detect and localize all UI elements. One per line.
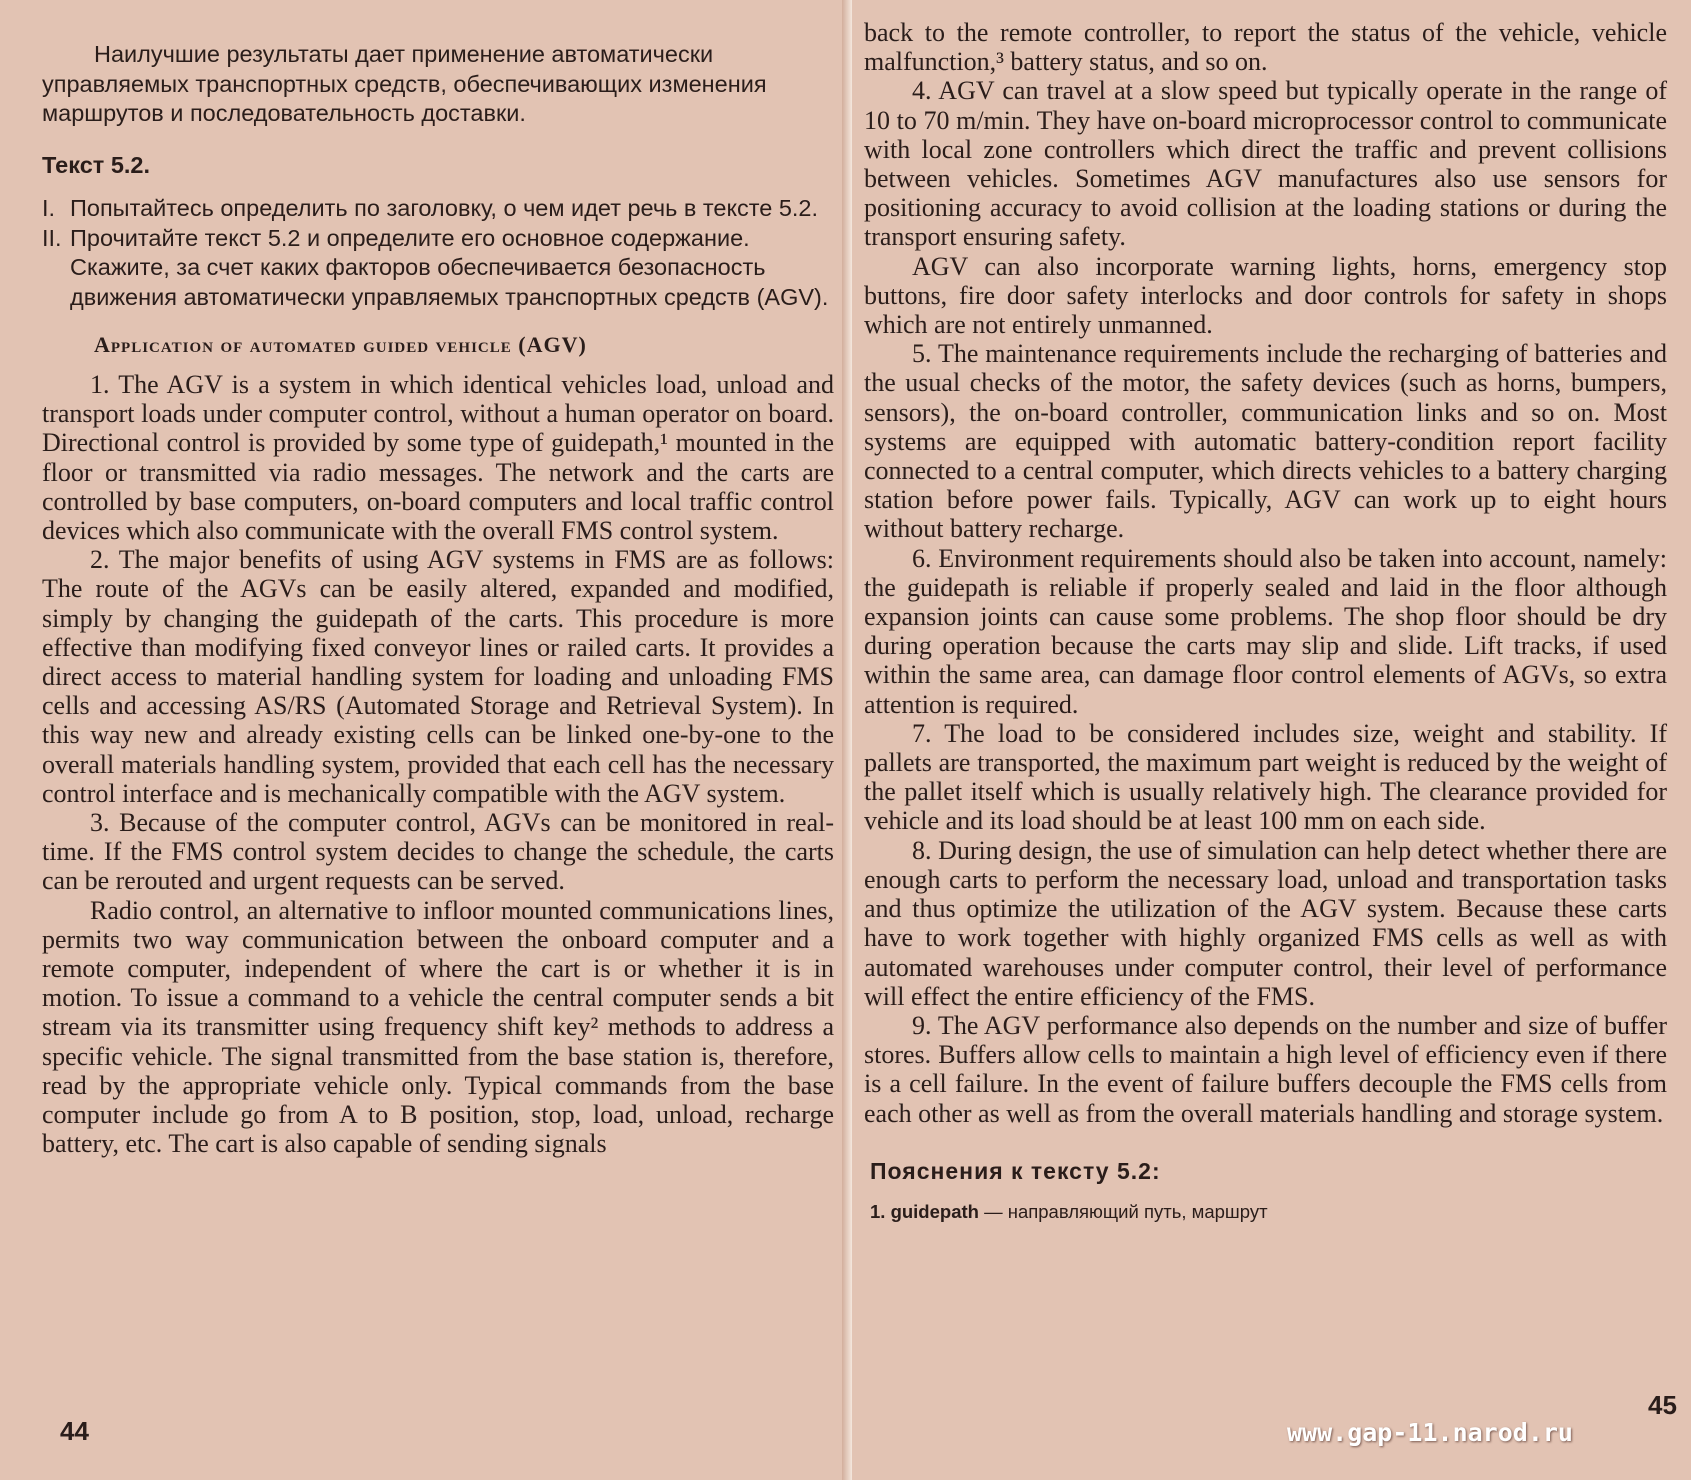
paragraph-3: 3. Because of the computer control, AGVs can be monitored in real-time. If the FMS control system decides to change the schedule, the carts can be rerouted and urgent requests can be served.: [42, 808, 834, 896]
text-heading: Текст 5.2.: [42, 151, 151, 178]
right-page: [852, 0, 1691, 1480]
paragraph-2: 2. The major benefits of using AGV systems in FMS are as follows: The route of the AGVs can be easily altered, expanded and modified, simply by changing the guidepath of the carts. This procedure is more effective than modifying fixed conveyor lines or railed carts. It provides a direct access to material handling system for loading and unloading FMS cells and accessing AS/RS (Automated Storage and Retrieval System). In this way new and already existing cells can be linked one-by-one to the overall materials handling system, provided that each cell has the necessary control interface and is mechanically compatible with the AGV system.: [42, 545, 834, 808]
paragraph-warning-lights: AGV can also incorporate warning lights, horns, emergency stop buttons, fire door safety interlocks and door controls for safety in shops which are not entirely unmanned.: [864, 251, 1667, 340]
task-item: [42, 194, 834, 224]
paragraph-radio-control: Radio control, an alternative to infloor mounted communications lines, permits two way communication between the onboard computer and a remote computer, independent of where the cart is or whether it is in motion. To issue a command to a vehicle the central computer sends a bit stream via its transmitter using frequency shift key² methods to address a specific vehicle. The signal transmitted from the base station is, therefore, read by the appropriate vehicle only. Typical commands from the base computer include go from A to B position, stop, load, unload, recharge battery, etc. The cart is also capable of sending signals: [42, 895, 834, 1159]
task-number: II.: [42, 224, 62, 251]
paragraph-1: 1. The AGV is a system in which identical vehicles load, unload and transport loads under computer control, without a human operator on board. Directional control is provided by some type of guidepath,¹ mounted in the floor or transmitted via radio messages. The network and the carts are controlled by base computers, on-board computers and local traffic control devices which also communicate with the overall FMS control system.: [42, 370, 834, 546]
intro-paragraph: Наилучшие результаты дает применение автоматически управляемых транспортных средств, обеспечивающих изменения маршрутов и последовательность доставки.: [42, 41, 767, 126]
footnote-definition: — направляющий путь, маршрут: [978, 1200, 1268, 1222]
footnote-term: 1. guidepath: [870, 1200, 979, 1222]
paragraph-6: 6. Environment requirements should also be taken into account, namely: the guidepath is reliable if properly sealed and laid in the floor although expansion joints can cause some problems. The shop floor should be dry during operation because the carts may slip and slide. Lift tracks, if used within the same area, can damage floor control elements of AGVs, so extra attention is required.: [864, 543, 1667, 719]
page-number-right: 45: [1648, 1390, 1677, 1420]
task-number: I.: [42, 195, 56, 221]
article-title: Application of automated guided vehicle (AGV): [94, 332, 587, 357]
paragraph-7: 7. The load to be considered includes size, weight and stability. If pallets are transported, the maximum part weight is reduced by the weight of the pallet itself which is usually relatively high. The clearance provided for vehicle and its load should be at least 100 mm on each side.: [864, 718, 1667, 836]
watermark-url: www.gap-11.narod.ru: [1287, 1418, 1573, 1447]
task-text: Попытайтесь определить по заголовку, о чем идет речь в тексте 5.2.: [70, 195, 819, 221]
continuation-paragraph: back to the remote controller, to report the status of the vehicle, vehicle malfunction,³ battery status, and so on.: [864, 18, 1667, 77]
task-item: [42, 224, 834, 313]
paragraph-9: 9. The AGV performance also depends on the number and size of buffer stores. Buffers allow cells to maintain a high level of efficiency even if there is a cell failure. In the event of failure buffers decouple the FMS cells from each other as well as from the overall materials handling and storage system.: [864, 1010, 1667, 1128]
task-text: Прочитайте текст 5.2 и определите его основное содержание. Скажите, за счет каких факторов обеспечивается безопасность движения автоматически управляемых транспортных средств (AGV).: [70, 224, 829, 310]
notes-heading: Пояснения к тексту 5.2:: [870, 1157, 1161, 1184]
paragraph-5: 5. The maintenance requirements include the recharging of batteries and the usual checks of the motor, the safety devices (such as horns, bumpers, sensors), the on-board controller, communication links and so on. Most systems are equipped with automatic battery-condition report facility connected to a central computer, which directs vehicles to a battery charging station before power fails. Typically, AGV can work up to eight hours without battery recharge.: [864, 339, 1667, 544]
paragraph-8: 8. During design, the use of simulation can help detect whether there are enough carts to perform the necessary load, unload and transportation tasks and thus optimize the utilization of the AGV system. Because these carts have to work together with highly organized FMS cells as well as with automated warehouses under computer control, their level of performance will effect the entire efficiency of the FMS.: [864, 835, 1667, 1011]
page-number-left: 44: [60, 1416, 89, 1446]
footnote-1: [870, 1201, 1667, 1223]
paragraph-4: 4. AGV can travel at a slow speed but typically operate in the range of 10 to 70 m/min. They have on-board microprocessor control to communicate with local zone controllers which direct the traffic and prevent collisions between vehicles. Sometimes AGV manufactures also use sensors for positioning accuracy to avoid collision at the loading stations or during the transport ensuring safety.: [864, 76, 1667, 252]
